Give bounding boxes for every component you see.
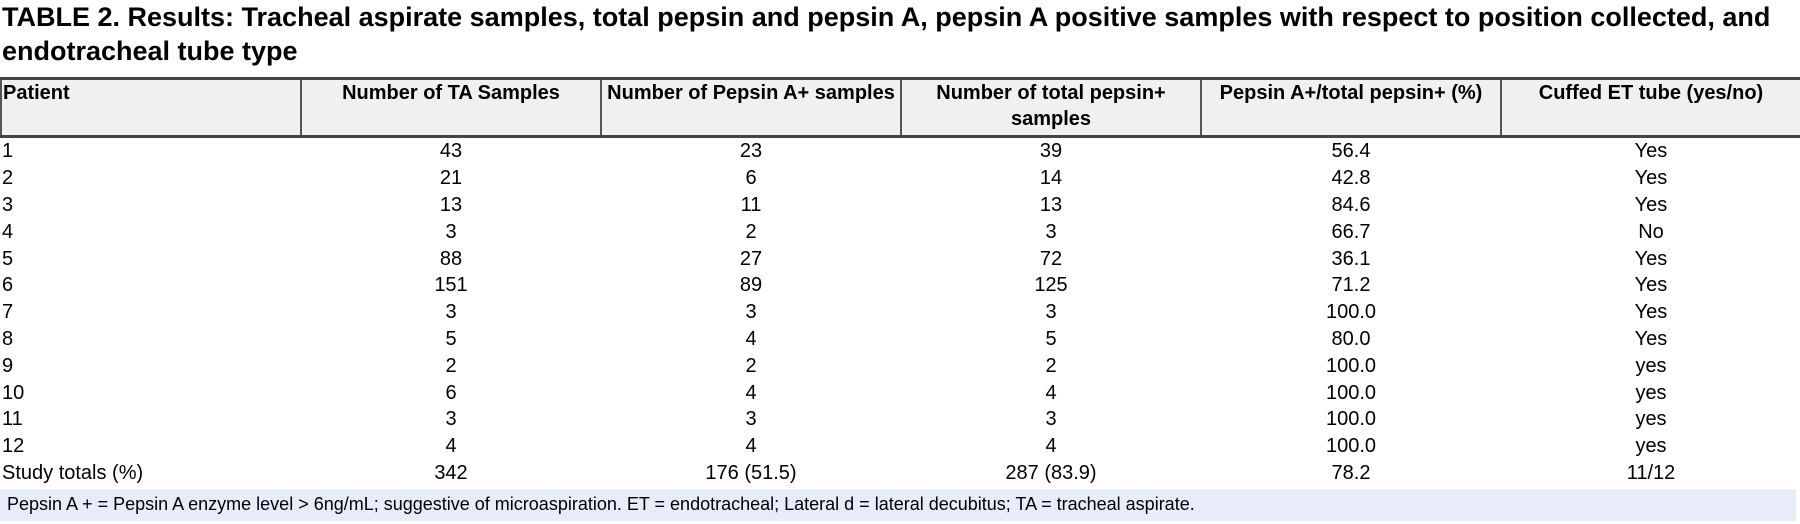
total-pepsin-cell: 3 bbox=[1045, 301, 1057, 324]
table-body bbox=[1, 137, 1800, 487]
table-row bbox=[1, 326, 1800, 353]
patient-cell: 9 bbox=[2, 354, 14, 377]
total-pepsin-cell: 4 bbox=[1045, 435, 1057, 458]
table-row bbox=[1, 433, 1800, 460]
column-header-patient: Patient bbox=[1, 79, 301, 137]
pepsin-a-cell: 4 bbox=[745, 435, 757, 458]
patient-cell: 1 bbox=[2, 140, 14, 163]
pepsin-ratio-cell: 78.2 bbox=[1331, 461, 1371, 484]
column-header-cuffed-et-tube: Cuffed ET tube (yes/no) bbox=[1501, 79, 1800, 137]
pepsin-ratio-cell: 100.0 bbox=[1325, 435, 1377, 458]
table-row bbox=[1, 137, 1800, 165]
cuffed-et-cell: 11/12 bbox=[1626, 461, 1676, 484]
ta-samples-cell: 21 bbox=[439, 167, 463, 190]
table-header bbox=[1, 79, 1800, 137]
pepsin-ratio-cell: 100.0 bbox=[1325, 381, 1377, 404]
pepsin-ratio-cell: 100.0 bbox=[1325, 301, 1377, 324]
pepsin-a-cell: 23 bbox=[739, 140, 763, 163]
total-pepsin-cell: 125 bbox=[1034, 274, 1068, 297]
patient-cell: 6 bbox=[2, 274, 14, 297]
cuffed-et-cell: Yes bbox=[1634, 301, 1668, 324]
total-pepsin-cell: 3 bbox=[1045, 408, 1057, 431]
pepsin-a-cell: 3 bbox=[745, 408, 757, 431]
total-pepsin-cell: 287 (83.9) bbox=[1005, 461, 1097, 484]
patient-cell: 3 bbox=[2, 193, 14, 216]
table-row bbox=[1, 218, 1800, 245]
pepsin-ratio-cell: 56.4 bbox=[1331, 140, 1371, 163]
table-row bbox=[1, 352, 1800, 379]
table-row bbox=[1, 192, 1800, 219]
column-header-total-pepsin-samples: Number of total pepsin+ samples bbox=[901, 79, 1201, 137]
patient-cell: 11 bbox=[2, 408, 23, 431]
pepsin-a-cell: 89 bbox=[739, 274, 763, 297]
table-row bbox=[1, 272, 1800, 299]
cuffed-et-cell: yes bbox=[1635, 408, 1667, 431]
patient-cell: 12 bbox=[2, 435, 25, 458]
ta-samples-cell: 43 bbox=[439, 140, 463, 163]
column-header-pepsin-ratio: Pepsin A+/total pepsin+ (%) bbox=[1201, 79, 1501, 137]
ta-samples-cell: 2 bbox=[445, 354, 457, 377]
cuffed-et-cell: Yes bbox=[1634, 327, 1668, 350]
pepsin-a-cell: 6 bbox=[745, 167, 757, 190]
table-title: TABLE 2. Results: Tracheal aspirate samples, total pepsin and pepsin A, pepsin A positive samples with respect to position collected, and endotracheal tube type bbox=[2, 2, 1771, 66]
results-table bbox=[0, 77, 1800, 486]
cuffed-et-cell: Yes bbox=[1634, 247, 1668, 270]
pepsin-a-cell: 27 bbox=[739, 247, 763, 270]
pepsin-ratio-cell: 71.2 bbox=[1331, 274, 1371, 297]
patient-cell: 4 bbox=[2, 220, 14, 243]
total-pepsin-cell: 5 bbox=[1045, 327, 1057, 350]
total-pepsin-cell: 2 bbox=[1045, 354, 1057, 377]
cuffed-et-cell: yes bbox=[1635, 381, 1667, 404]
table-row bbox=[1, 165, 1800, 192]
pepsin-ratio-cell: 66.7 bbox=[1331, 220, 1371, 243]
cuffed-et-cell: Yes bbox=[1634, 140, 1668, 163]
cuffed-et-cell: No bbox=[1638, 220, 1664, 243]
pepsin-ratio-cell: 80.0 bbox=[1331, 327, 1371, 350]
ta-samples-cell: 3 bbox=[445, 220, 457, 243]
pepsin-a-cell: 176 (51.5) bbox=[705, 461, 797, 484]
patient-cell: 8 bbox=[2, 327, 14, 350]
table-row bbox=[1, 406, 1800, 433]
column-header-pepsin-a-samples: Number of Pepsin A+ samples bbox=[601, 79, 901, 137]
ta-samples-cell: 4 bbox=[445, 435, 457, 458]
table-row bbox=[1, 245, 1800, 272]
total-pepsin-cell: 3 bbox=[1045, 220, 1057, 243]
pepsin-ratio-cell: 84.6 bbox=[1331, 193, 1371, 216]
ta-samples-cell: 342 bbox=[434, 461, 468, 484]
ta-samples-cell: 88 bbox=[439, 247, 463, 270]
ta-samples-cell: 13 bbox=[439, 193, 463, 216]
column-header-ta-samples: Number of TA Samples bbox=[301, 79, 601, 137]
table-row bbox=[1, 379, 1800, 406]
total-pepsin-cell: 14 bbox=[1039, 167, 1063, 190]
cuffed-et-cell: Yes bbox=[1634, 193, 1668, 216]
pepsin-a-cell: 3 bbox=[745, 301, 757, 324]
pepsin-ratio-cell: 36.1 bbox=[1331, 247, 1371, 270]
patient-cell: 2 bbox=[2, 167, 14, 190]
patient-cell: 7 bbox=[2, 301, 14, 324]
pepsin-a-cell: 2 bbox=[745, 220, 757, 243]
ta-samples-cell: 3 bbox=[445, 301, 457, 324]
patient-cell: Study totals (%) bbox=[2, 461, 144, 484]
pepsin-a-cell: 2 bbox=[745, 354, 757, 377]
cuffed-et-cell: yes bbox=[1635, 354, 1667, 377]
pepsin-a-cell: 4 bbox=[745, 327, 757, 350]
pepsin-a-cell: 4 bbox=[745, 381, 757, 404]
cuffed-et-cell: Yes bbox=[1634, 167, 1668, 190]
ta-samples-cell: 151 bbox=[434, 274, 468, 297]
pepsin-ratio-cell: 100.0 bbox=[1325, 408, 1377, 431]
total-pepsin-cell: 39 bbox=[1039, 140, 1063, 163]
patient-cell: 10 bbox=[2, 381, 25, 404]
pepsin-a-cell: 11 bbox=[740, 193, 762, 216]
ta-samples-cell: 5 bbox=[445, 327, 457, 350]
pepsin-ratio-cell: 100.0 bbox=[1325, 354, 1377, 377]
ta-samples-cell: 6 bbox=[445, 381, 457, 404]
pepsin-ratio-cell: 42.8 bbox=[1331, 167, 1371, 190]
total-pepsin-cell: 13 bbox=[1039, 193, 1063, 216]
header-row bbox=[1, 79, 1800, 137]
ta-samples-cell: 3 bbox=[445, 408, 457, 431]
table-footnote: Pepsin A + = Pepsin A enzyme level > 6ng/mL; suggestive of microaspiration. ET = endotracheal; Lateral d = lateral decubitus; TA = tracheal aspirate. bbox=[0, 489, 1796, 521]
cuffed-et-cell: yes bbox=[1635, 435, 1667, 458]
total-pepsin-cell: 72 bbox=[1039, 247, 1063, 270]
totals-row bbox=[1, 460, 1800, 487]
patient-cell: 5 bbox=[2, 247, 14, 270]
table-row bbox=[1, 299, 1800, 326]
cuffed-et-cell: Yes bbox=[1634, 274, 1668, 297]
total-pepsin-cell: 4 bbox=[1045, 381, 1057, 404]
